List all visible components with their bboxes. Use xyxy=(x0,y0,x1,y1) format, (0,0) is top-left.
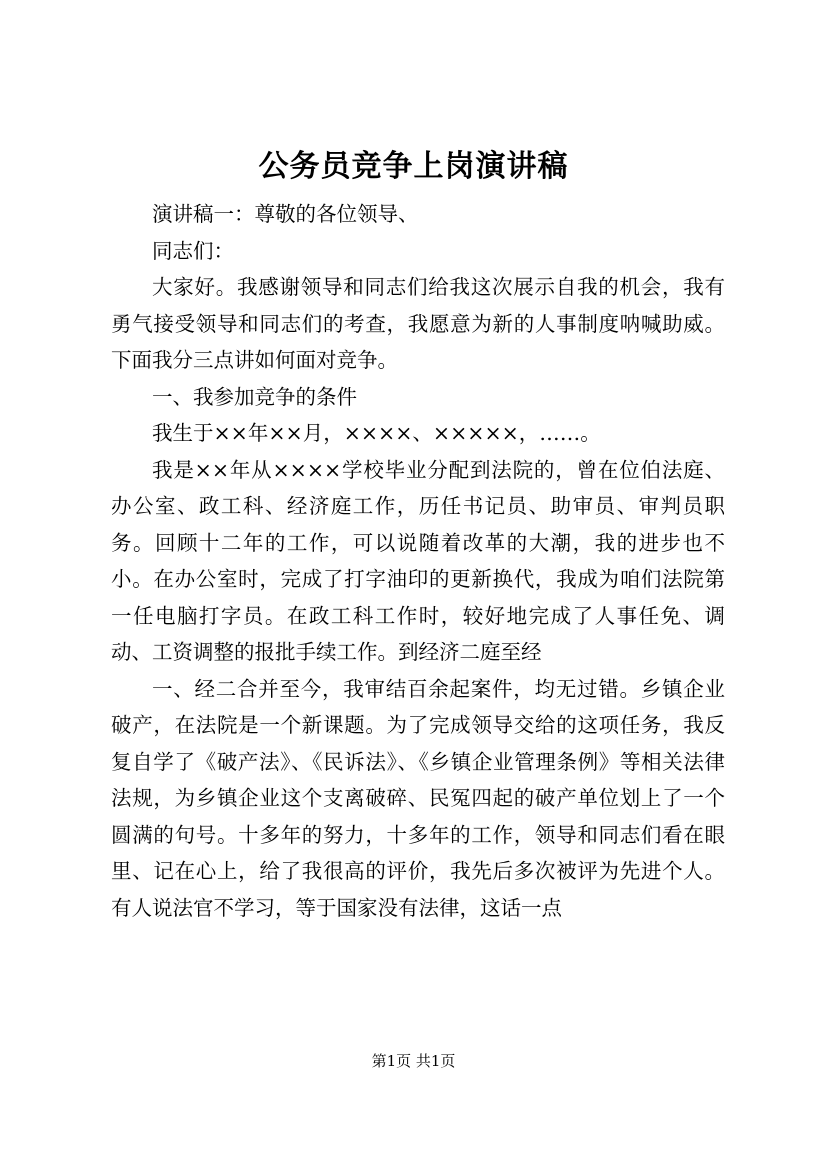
document-body xyxy=(111,196,725,926)
paragraph: 演讲稿一：尊敬的各位领导、 xyxy=(152,202,419,226)
paragraph: 我是××年从××××学校毕业分配到法院的，曾在位伯法庭、办公室、政工科、经济庭工作，历任书记员、助审员、审判员职务。回顾十二年的工作，可以说随着改革的大潮，我的进步也不小。在办公室时，完成了打字油印的更新换代，我成为咱们法院第一任电脑打字员。在政工科工作时，较好地完成了人事任免、调动、工资调整的报批手续工作。到经济二庭至经 xyxy=(111,457,725,664)
paragraph: 一、经二合并至今，我审结百余起案件，均无过错。乡镇企业破产，在法院是一个新课题。为了完成领导交给的这项任务，我反复自学了《破产法》、《民诉法》、《乡镇企业管理条例》等相关法律法规，为乡镇企业这个支离破碎、民冤四起的破产单位划上了一个圆满的句号。十多年的努力，十多年的工作，领导和同志们看在眼里、记在心上，给了我很高的评价，我先后多次被评为先进个人。有人说法官不学习，等于国家没有法律，这话一点 xyxy=(111,676,725,920)
paragraph: 一、我参加竞争的条件 xyxy=(152,384,357,409)
paragraph: 我生于××年××月，××××、×××××，……。 xyxy=(152,421,601,445)
paragraph: 同志们： xyxy=(152,238,234,263)
page-footer: 第1页 共1页 xyxy=(371,1052,456,1070)
document-title: 公务员竞争上岗演讲稿 xyxy=(258,149,569,184)
paragraph: 大家好。我感谢领导和同志们给我这次展示自我的机会，我有勇气接受领导和同志们的考查，我愿意为新的人事制度呐喊助威。下面我分三点讲如何面对竞争。 xyxy=(111,275,725,372)
